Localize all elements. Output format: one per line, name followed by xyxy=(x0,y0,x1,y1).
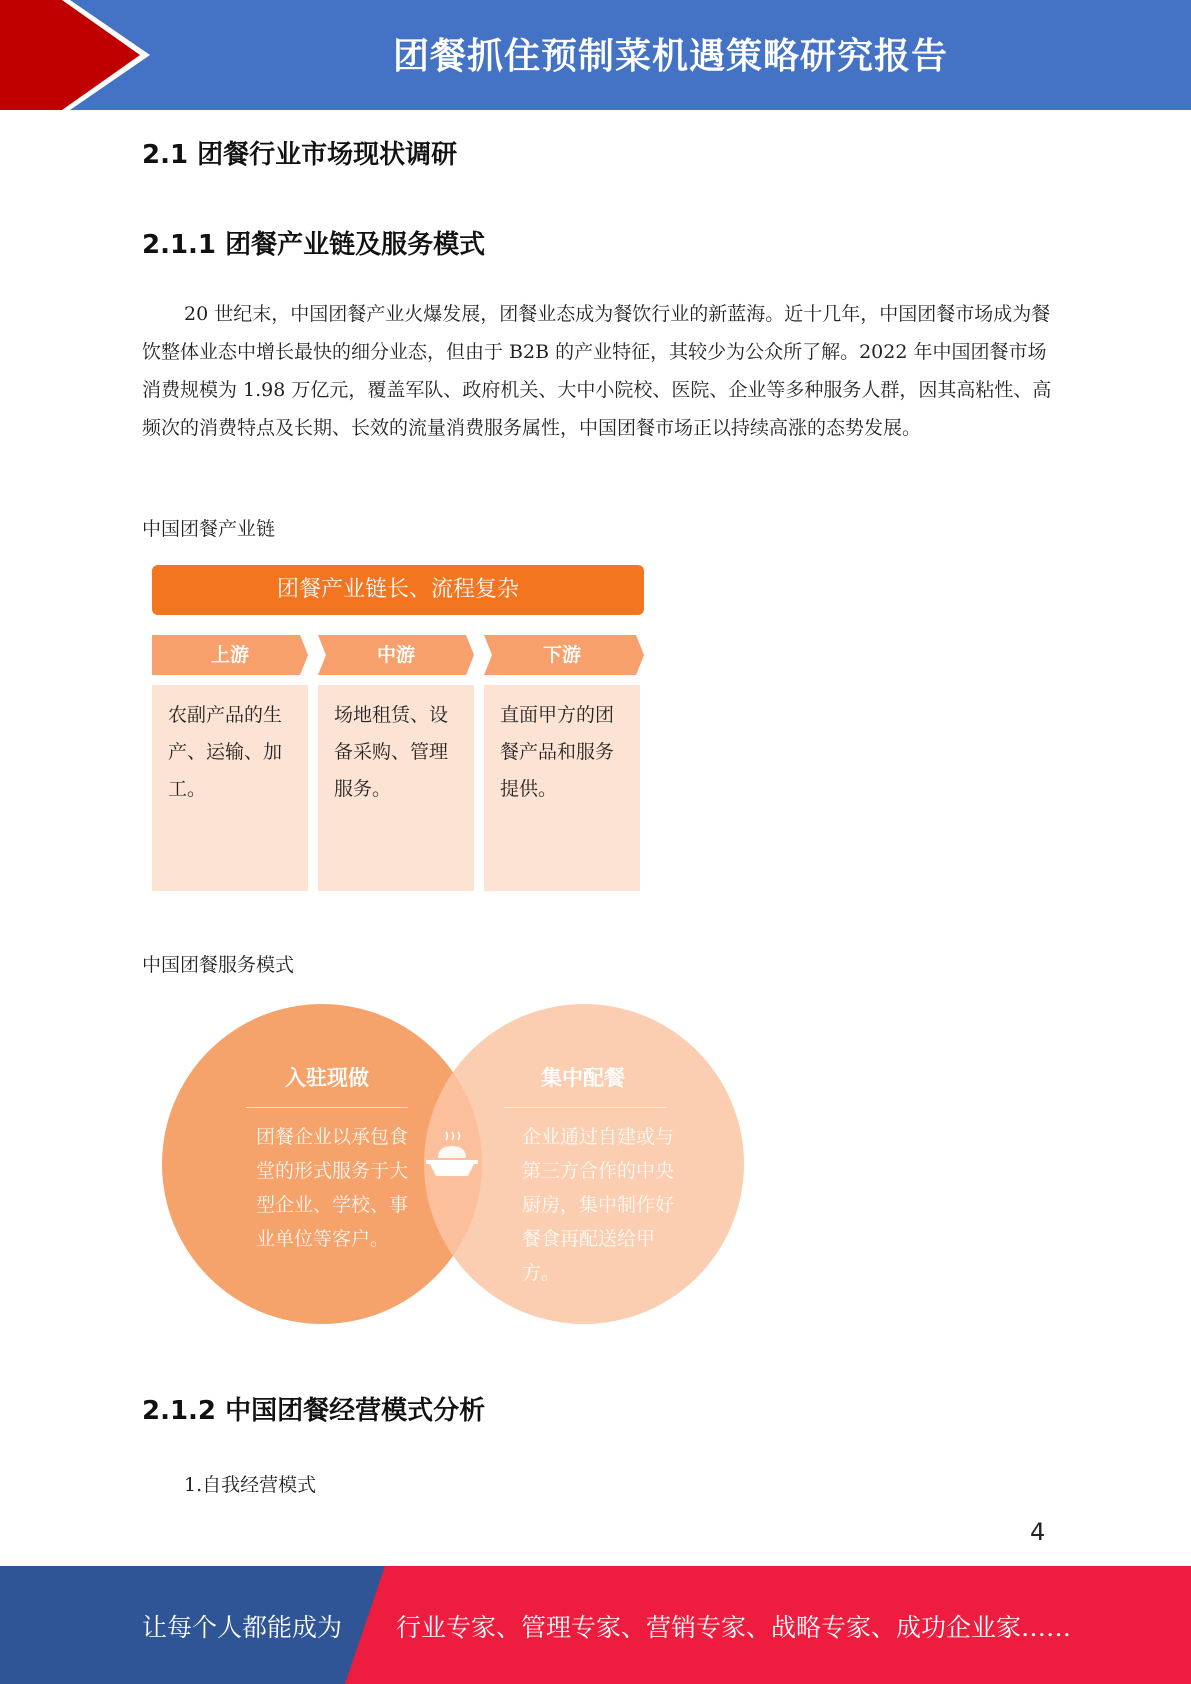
industry-chain-figure xyxy=(152,565,644,895)
stage-desc-downstream: 直面甲方的团餐产品和服务提供。 xyxy=(500,704,615,800)
service-right-desc: 企业通过自建或与第三方合作的中央厨房，集中制作好餐食再配送给甲方。 xyxy=(522,1126,675,1284)
industry-chain-banner: 团餐产业链长、流程复杂 xyxy=(152,565,644,615)
chain-column-upstream xyxy=(152,635,308,895)
service-right-title: 集中配餐 xyxy=(541,1066,625,1090)
header-arrow-decoration xyxy=(0,0,160,110)
intro-paragraph: 20 世纪末，中国团餐产业火爆发展，团餐业态成为餐饮行业的新蓝海。近十几年，中国团餐市场成为餐饮整体业态中增长最快的细分业态，但由于 B2B 的产业特征，其较少为公众所了解。2022 年中国团餐市场消费规模为 1.98 万亿元，覆盖军队、政府机关、大中小院校、医院、企业等多种服务人群，因其高粘性、高频次的消费特点及长期、长效的流量消费服务属性，中国团餐市场正以持续高涨的态势发展。 xyxy=(142,303,1052,439)
list-item: 1.自我经营模式 xyxy=(184,1474,317,1496)
footer-slogan-right: 行业专家、管理专家、营销专家、战略专家、成功企业家…… xyxy=(396,1613,1072,1642)
section-heading-2-1-2: 2.1.2 中国团餐经营模式分析 xyxy=(142,1396,486,1426)
service-model-caption: 中国团餐服务模式 xyxy=(142,954,295,976)
section-heading-2-1: 2.1 团餐行业市场现状调研 xyxy=(142,140,458,170)
stage-desc-midstream: 场地租赁、设备采购、管理服务。 xyxy=(334,704,449,800)
service-left-desc: 团餐企业以承包食堂的形式服务于大型企业、学校、事业单位等客户。 xyxy=(256,1126,409,1250)
service-model-figure xyxy=(160,1004,750,1324)
stage-label-downstream: 下游 xyxy=(542,644,581,666)
chain-column-midstream xyxy=(318,635,474,895)
divider xyxy=(504,1107,666,1108)
service-left-title: 入驻现做 xyxy=(285,1066,369,1090)
divider xyxy=(246,1107,408,1108)
stage-label-upstream: 上游 xyxy=(210,644,249,666)
report-title: 团餐抓住预制菜机遇策略研究报告 xyxy=(392,36,948,77)
stage-desc-upstream: 农副产品的生产、运输、加工。 xyxy=(168,704,283,800)
page-header xyxy=(0,0,1191,110)
page-number: 4 xyxy=(1030,1518,1046,1546)
section-heading-2-1-1: 2.1.1 团餐产业链及服务模式 xyxy=(142,230,486,260)
chain-column-downstream xyxy=(484,635,640,895)
footer-slogan-left: 让每个人都能成为 xyxy=(142,1613,343,1642)
page-footer xyxy=(0,1566,1191,1684)
stage-label-midstream: 中游 xyxy=(376,644,415,666)
industry-chain-caption: 中国团餐产业链 xyxy=(142,518,276,540)
